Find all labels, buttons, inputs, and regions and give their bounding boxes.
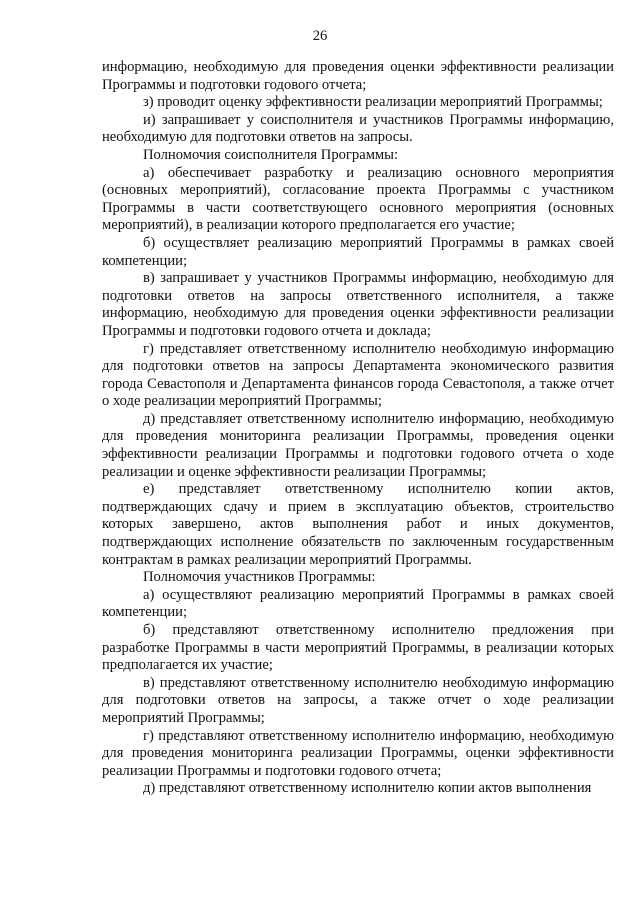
paragraph-participants-b: б) представляют ответственному исполнителю предложения при разработке Программы в части мероприятий Программы, в реализации которых предполагается их участие; bbox=[102, 622, 614, 674]
document-body bbox=[102, 59, 614, 798]
paragraph-item-d: д) представляет ответственному исполнителю информацию, необходимую для проведения мониторинга реализации Программы, проведения оценки эффективности реализации Программы и подготовки годового отчета о ходе реализации и оценке эффективности реализации Программы; bbox=[102, 410, 614, 480]
paragraph-item-z: з) проводит оценку эффективности реализации мероприятий Программы; bbox=[143, 94, 603, 111]
paragraph-participants-v: в) представляют ответственному исполнителю необходимую информацию для подготовки ответов на запросы, а также отчет о ходе реализации мероприятий Программы; bbox=[102, 674, 614, 726]
paragraph-item-v: в) запрашивает у участников Программы информацию, необходимую для подготовки ответов на запросы ответственного исполнителя, а также информацию, необходимую для проведения оценки эффективности реализации Программы и подготовки годового отчета и доклада; bbox=[102, 270, 614, 339]
paragraph-participants-a: а) осуществляют реализацию мероприятий Программы в рамках своей компетенции; bbox=[102, 586, 614, 621]
paragraph-item-g: г) представляет ответственному исполнителю необходимую информацию для подготовки ответов на запросы Департамента экономического развития города Севастополя и Департамента финансов города Севастополя, а также отчет о ходе реализации мероприятий Программы; bbox=[102, 340, 614, 410]
paragraph-item-a: а) обеспечивает разработку и реализацию основного мероприятия (основных мероприятий), согласование проекта Программы с участником Программы в части соответствующего основного мероприятия (основных мероприятий), в реализации которого предполагается его участие; bbox=[102, 164, 614, 234]
paragraph-item-e: е) представляет ответственному исполнителю копии актов, подтверждающих сдачу и прием в эксплуатацию объектов, строительство которых завершено, актов выполнения работ и иных документов, подтверждающих исполнение обязательств по заключенным государственным контрактам в рамках реализации мероприятий Программы. bbox=[102, 481, 614, 568]
section-heading-coexecutor: Полномочия соисполнителя Программы: bbox=[143, 146, 399, 163]
page-number: 26 bbox=[312, 28, 328, 44]
paragraph-item-i: и) запрашивает у соисполнителя и участников Программы информацию, необходимую для подготовки ответов на запросы. bbox=[102, 111, 614, 146]
section-heading-participants: Полномочия участников Программы: bbox=[143, 569, 376, 586]
paragraph-participants-d: д) представляют ответственному исполнителю копии актов выполнения bbox=[143, 780, 592, 797]
paragraph-participants-g: г) представляют ответственному исполнителю информацию, необходимую для проведения мониторинга реализации Программы, оценки эффективности реализации Программы и подготовки годового отчета; bbox=[102, 727, 614, 779]
paragraph-item-b: б) осуществляет реализацию мероприятий Программы в рамках своей компетенции; bbox=[102, 234, 614, 269]
paragraph-continuation: информацию, необходимую для проведения оценки эффективности реализации Программы и подготовки годового отчета; bbox=[102, 59, 614, 93]
